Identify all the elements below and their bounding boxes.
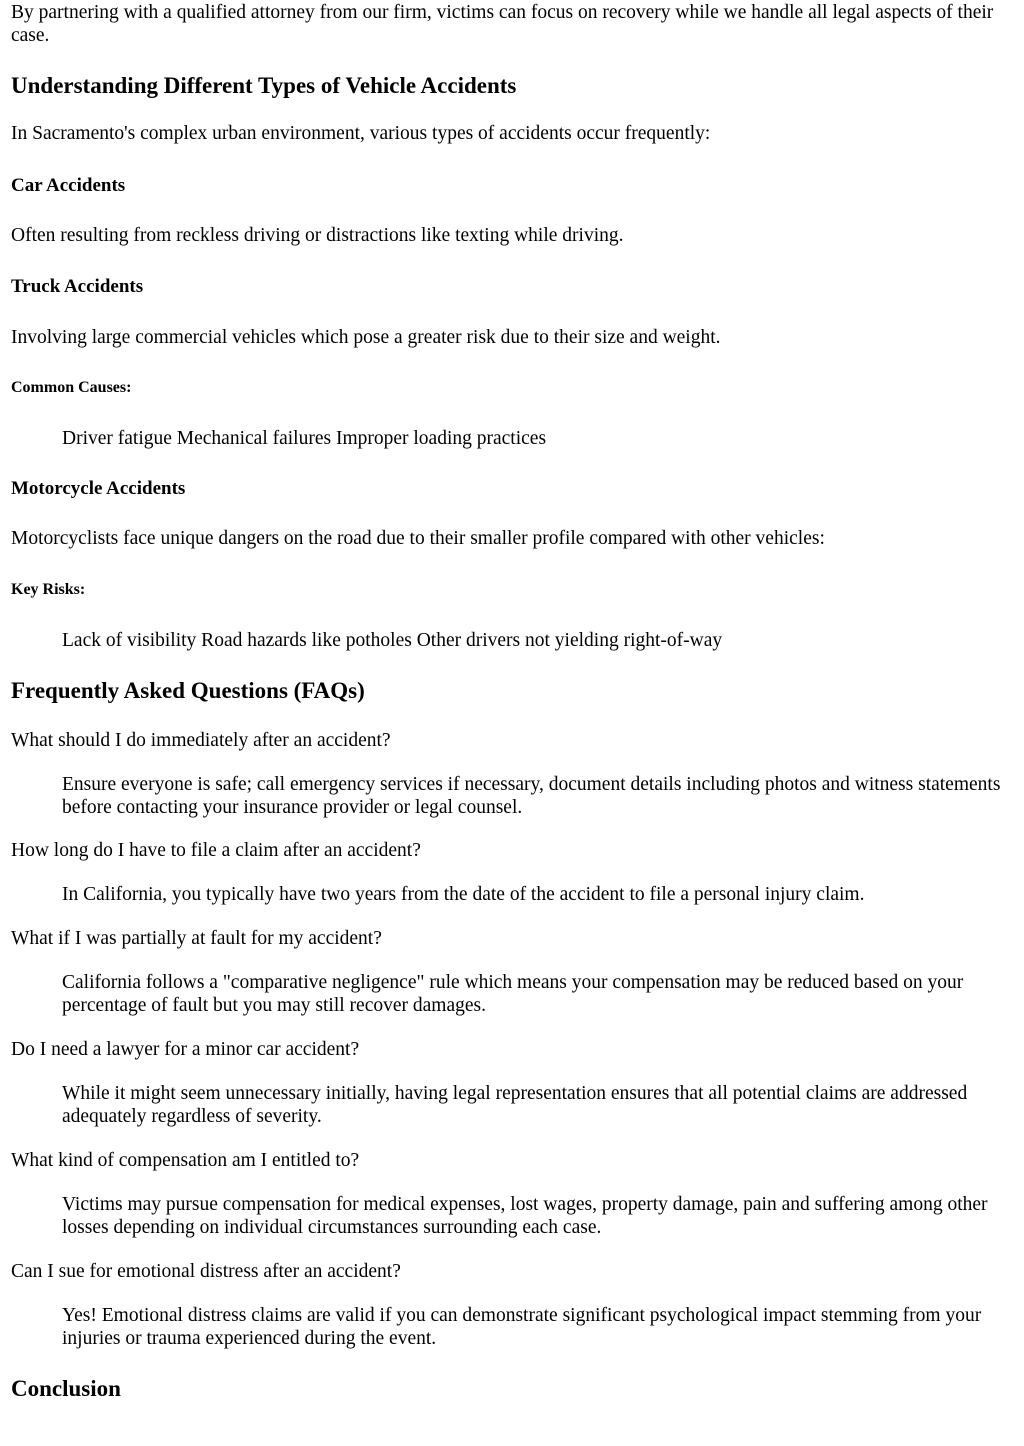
common-causes-list: Driver fatigue Mechanical failures Improper loading practices xyxy=(62,428,547,449)
faq-answer: While it might seem unnecessary initially, having legal representation ensures that all potential claims are addressed adequately regardless of severity. xyxy=(62,1083,968,1127)
types-intro-paragraph: In Sacramento's complex urban environment, various types of accidents occur frequently: xyxy=(11,123,711,144)
faq-question: What kind of compensation am I entitled to? xyxy=(11,1150,360,1171)
key-risks-list: Lack of visibility Road hazards like potholes Other drivers not yielding right-of-way xyxy=(62,630,723,651)
common-causes-heading: Common Causes: xyxy=(11,379,132,396)
faq-answer: In California, you typically have two years from the date of the accident to file a personal injury claim. xyxy=(62,884,865,905)
motorcycle-accidents-text: Motorcyclists face unique dangers on the road due to their smaller profile compared with other vehicles: xyxy=(11,528,825,549)
faq-heading: Frequently Asked Questions (FAQs) xyxy=(11,678,365,703)
faq-question: What should I do immediately after an accident? xyxy=(11,730,391,751)
faq-question: How long do I have to file a claim after an accident? xyxy=(11,840,421,861)
faq-answer: Ensure everyone is safe; call emergency services if necessary, document details including photos and witness statements before contacting your insurance provider or legal counsel. xyxy=(62,774,1001,818)
types-heading: Understanding Different Types of Vehicle Accidents xyxy=(11,73,517,98)
conclusion-heading: Conclusion xyxy=(11,1376,121,1401)
faq-question: What if I was partially at fault for my accident? xyxy=(11,928,382,949)
faq-question: Can I sue for emotional distress after an accident? xyxy=(11,1261,401,1282)
car-accidents-heading: Car Accidents xyxy=(11,175,126,196)
faq-answer: Yes! Emotional distress claims are valid if you can demonstrate significant psychological impact stemming from your injuries or trauma experienced during the event. xyxy=(62,1305,982,1349)
faq-answer: California follows a "comparative negligence" rule which means your compensation may be reduced based on your percentage of fault but you may still recover damages. xyxy=(62,972,964,1016)
truck-accidents-text: Involving large commercial vehicles which pose a greater risk due to their size and weight. xyxy=(11,327,721,348)
faq-answer: Victims may pursue compensation for medical expenses, lost wages, property damage, pain and suffering among other losses depending on individual circumstances surrounding each case. xyxy=(62,1194,988,1238)
truck-accidents-heading: Truck Accidents xyxy=(11,276,144,297)
intro-paragraph: By partnering with a qualified attorney from our firm, victims can focus on recovery while we handle all legal aspects of their case. xyxy=(11,2,994,46)
key-risks-heading: Key Risks: xyxy=(11,581,86,598)
faq-question: Do I need a lawyer for a minor car accident? xyxy=(11,1039,360,1060)
car-accidents-text: Often resulting from reckless driving or distractions like texting while driving. xyxy=(11,225,624,246)
motorcycle-accidents-heading: Motorcycle Accidents xyxy=(11,478,186,499)
